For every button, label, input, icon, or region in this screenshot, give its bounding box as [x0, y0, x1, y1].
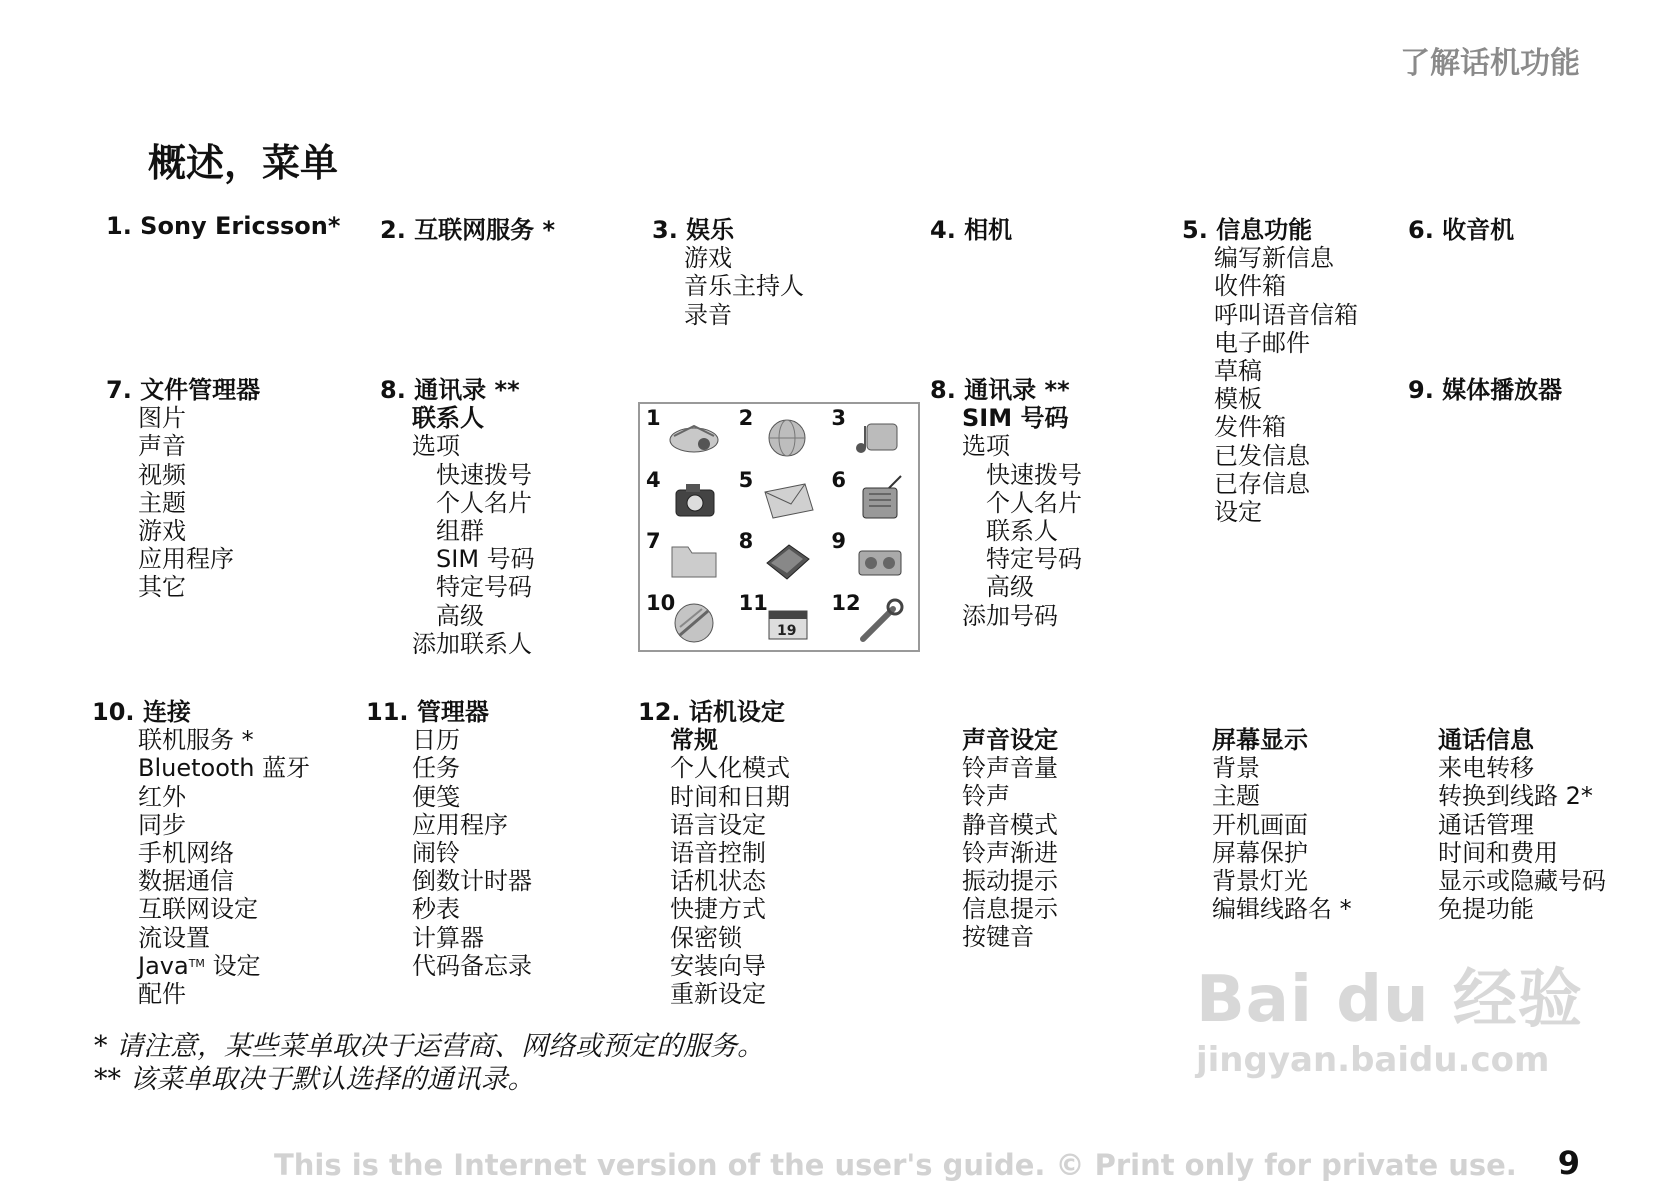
svg-text:19: 19 [776, 622, 797, 639]
menu-section-internet [380, 216, 555, 244]
section-heading: 2. 互联网服务 * [380, 216, 556, 244]
section-heading: 8. 通讯录 ** [930, 376, 1070, 404]
grid-number: 2 [738, 406, 754, 430]
list-item: 游戏 [138, 517, 186, 546]
list-item: 日历 [412, 726, 460, 755]
list-item: 个人名片 [986, 488, 1082, 517]
list-item: 按键音 [962, 923, 1034, 952]
menu-section-contacts-alt [930, 376, 1082, 630]
list-item: 高级 [436, 601, 484, 630]
section-heading: 9. 媒体播放器 [1408, 376, 1563, 404]
list-item: 声音 [138, 432, 186, 461]
grid-number: 5 [738, 467, 754, 492]
list-item: 时间和日期 [670, 782, 790, 811]
grid-number: 7 [646, 529, 661, 553]
footnotes [94, 1030, 764, 1096]
menu-section-settings [638, 698, 790, 1008]
radio-icon [849, 474, 909, 522]
java-settings-label: 设定 [212, 951, 261, 980]
list-item: 配件 [138, 980, 186, 1009]
list-item: 应用程序 [412, 810, 508, 839]
list-item: 个人名片 [436, 488, 532, 517]
list-item: 铃声音量 [962, 754, 1058, 783]
watermark-brand: Bai du 经验 [1196, 963, 1583, 1037]
menu-section-sound-settings [962, 726, 1058, 952]
section-heading: 6. 收音机 [1408, 216, 1515, 244]
list-item: 信息提示 [962, 895, 1058, 924]
list-item: 主题 [1212, 782, 1260, 811]
list-item: 互联网设定 [138, 895, 258, 924]
camera-icon [664, 474, 724, 522]
page-footer: This is the Internet version of the user's guide. © Print only for private use. [274, 1148, 1517, 1182]
list-item: 常规 [670, 726, 718, 755]
menu-section-radio [1408, 216, 1514, 244]
list-item: 已存信息 [1214, 469, 1310, 498]
menu-section-display [1212, 726, 1352, 923]
grid-cell [733, 527, 826, 589]
menu-section-entertainment [652, 216, 804, 329]
grid-number: 1 [646, 406, 661, 430]
java-label: Java [138, 951, 189, 980]
list-item: 添加号码 [962, 601, 1058, 630]
menu-icon-grid [638, 402, 920, 652]
file-manager-icon [664, 535, 724, 583]
list-item: 静音模式 [962, 810, 1058, 839]
menu-section-connectivity [92, 698, 310, 1008]
list-item: 转换到线路 2* [1438, 782, 1593, 811]
list-item: 发件箱 [1214, 413, 1286, 442]
list-item: 屏幕显示 [1212, 726, 1308, 754]
list-item: 代码备忘录 [412, 951, 532, 980]
list-item: 手机网络 [138, 839, 234, 868]
list-item: 通话管理 [1438, 810, 1534, 839]
section-heading: 8. 通讯录 ** [380, 376, 520, 404]
list-item: 倒数计时器 [412, 867, 532, 896]
section-heading: 4. 相机 [930, 216, 1013, 244]
grid-cell [640, 589, 733, 651]
grid-number: 6 [831, 467, 846, 492]
list-item: 背景灯光 [1212, 867, 1308, 896]
list-item: 模板 [1214, 385, 1262, 414]
grid-number: 12 [831, 590, 861, 615]
media-player-icon [849, 535, 909, 583]
list-item: 录音 [684, 300, 732, 329]
grid-cell [733, 404, 826, 466]
list-item: 编辑线路名 * [1212, 895, 1352, 924]
list-item: 联机服务 * [138, 726, 254, 755]
footnote: ** 该菜单取决于默认选择的通讯录。 [94, 1064, 535, 1095]
list-item: Bluetooth 蓝牙 [138, 754, 311, 783]
internet-services-icon [757, 412, 817, 460]
menu-section-media-player [1408, 376, 1562, 404]
list-item: 音乐主持人 [684, 272, 804, 301]
entertainment-icon [849, 412, 909, 460]
grid-cell [733, 589, 826, 651]
list-item: 组群 [436, 517, 484, 546]
list-item: 铃声渐进 [962, 838, 1058, 867]
grid-cell [733, 466, 826, 528]
list-item: 编写新信息 [1214, 244, 1334, 273]
list-item: 快速拨号 [436, 460, 532, 489]
list-item: SIM 号码 [436, 545, 535, 574]
grid-cell [825, 404, 918, 466]
list-item: 开机画面 [1212, 810, 1308, 839]
section-heading: 3. 娱乐 [652, 216, 735, 244]
list-item: 来电转移 [1438, 754, 1534, 783]
watermark-site: jingyan.baidu.com [1196, 1040, 1550, 1080]
list-item: 其它 [138, 573, 186, 602]
list-item: 振动提示 [962, 867, 1058, 896]
list-item: 时间和费用 [1438, 838, 1558, 867]
grid-number: 4 [646, 467, 661, 492]
list-item: 话机状态 [670, 867, 766, 896]
sony-ericsson-icon [664, 412, 724, 460]
list-item: 安装向导 [670, 951, 766, 980]
menu-section-messaging [1182, 216, 1358, 526]
page-number: 9 [1557, 1144, 1580, 1182]
list-item: SIM 号码 [962, 404, 1069, 433]
list-item: 草稿 [1214, 357, 1262, 386]
grid-number: 11 [738, 590, 768, 615]
section-heading: 1. Sony Ericsson* [106, 212, 341, 240]
list-item: 计算器 [412, 923, 484, 952]
list-item: 流设置 [138, 923, 210, 952]
list-item: 免提功能 [1438, 895, 1534, 924]
grid-number: 8 [738, 529, 754, 553]
trademark-mark: TM [188, 956, 205, 970]
list-item: 声音设定 [962, 726, 1058, 754]
list-item: 个人化模式 [670, 754, 790, 783]
list-item: 选项 [412, 432, 460, 461]
page-header: 了解话机功能 [1400, 46, 1580, 81]
footnote: * 请注意，某些菜单取决于运营商、网络或预定的服务。 [94, 1031, 765, 1062]
menu-section-camera [930, 216, 1012, 244]
list-item: 特定号码 [436, 573, 532, 602]
list-item: 呼叫语音信箱 [1214, 300, 1358, 329]
menu-section-contacts [380, 376, 535, 658]
list-item: 特定号码 [986, 545, 1082, 574]
list-item: 应用程序 [138, 545, 234, 574]
baidu-watermark [1196, 948, 1583, 1080]
list-item: 背景 [1212, 754, 1260, 783]
page-title: 概述，菜单 [148, 141, 339, 185]
list-item: 秒表 [412, 895, 460, 924]
grid-number: 10 [646, 590, 676, 615]
list-item: 保密锁 [670, 923, 742, 952]
list-item: 联系人 [412, 404, 484, 433]
grid-cell [640, 527, 733, 589]
list-item: 电子邮件 [1214, 328, 1310, 357]
list-item: 任务 [412, 754, 460, 783]
list-item: 红外 [138, 782, 186, 811]
grid-number: 9 [831, 529, 846, 553]
section-heading: 7. 文件管理器 [106, 376, 261, 404]
section-heading: 10. 连接 [92, 698, 191, 726]
grid-cell [825, 589, 918, 651]
list-item: 快速拨号 [986, 460, 1082, 489]
list-item: 数据通信 [138, 867, 234, 896]
organizer-icon [757, 597, 817, 645]
grid-cell [640, 404, 733, 466]
list-item: 闹铃 [412, 839, 460, 868]
menu-section-sony-ericsson [106, 212, 340, 240]
list-item: 显示或隐藏号码 [1438, 867, 1606, 896]
menu-section-file-manager [106, 376, 260, 602]
grid-number: 3 [831, 406, 846, 430]
list-item: 已发信息 [1214, 441, 1310, 470]
menu-section-organizer [366, 698, 532, 980]
section-heading: 12. 话机设定 [638, 698, 785, 726]
list-item: 快捷方式 [670, 895, 766, 924]
grid-cell [825, 527, 918, 589]
list-item: 游戏 [684, 244, 732, 273]
list-item: 高级 [986, 573, 1034, 602]
list-item: 主题 [138, 488, 186, 517]
section-heading: 5. 信息功能 [1182, 216, 1313, 244]
grid-cell [825, 466, 918, 528]
menu-section-calls [1438, 726, 1606, 923]
list-item: 选项 [962, 432, 1010, 461]
list-item: 语言设定 [670, 810, 766, 839]
settings-icon [849, 597, 909, 645]
list-item: 便笺 [412, 782, 460, 811]
contacts-icon [757, 535, 817, 583]
list-item: 通话信息 [1438, 726, 1534, 754]
list-item: 设定 [1214, 498, 1262, 527]
grid-cell [640, 466, 733, 528]
section-heading: 11. 管理器 [366, 698, 489, 726]
list-item-java [138, 952, 310, 980]
list-item: 重新设定 [670, 980, 766, 1009]
list-item: 添加联系人 [412, 629, 532, 658]
list-item: 视频 [138, 460, 186, 489]
list-item: 收件箱 [1214, 272, 1286, 301]
list-item: 联系人 [986, 517, 1058, 546]
list-item: 图片 [138, 404, 186, 433]
connectivity-icon [664, 597, 724, 645]
messaging-icon [757, 474, 817, 522]
list-item: 铃声 [962, 782, 1010, 811]
list-item: 同步 [138, 810, 186, 839]
list-item: 屏幕保护 [1212, 838, 1308, 867]
list-item: 语音控制 [670, 839, 766, 868]
